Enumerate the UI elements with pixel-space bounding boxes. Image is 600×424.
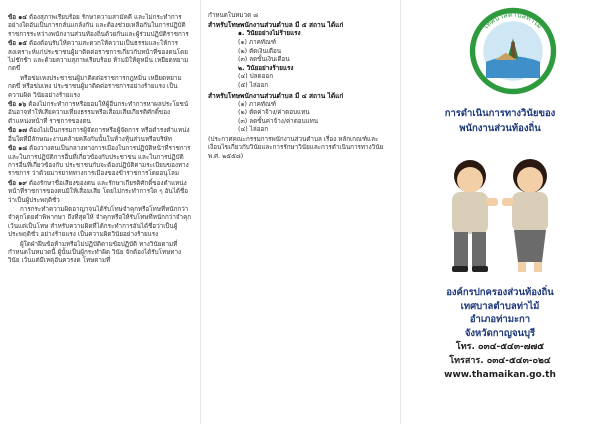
penalty-item: (๑) ภาคทัณฑ์ <box>238 39 277 46</box>
rule-paragraph <box>8 206 192 240</box>
rule-number: ข้อ ๑๘ <box>8 145 28 153</box>
penalty-item: ๑. วินัยอย่างไม่ร้ายแรง <box>238 30 301 38</box>
org-line-4: จังหวัดกาญจนบุรี <box>464 327 536 339</box>
title-line-1: การดำเนินการทางวินัยของ <box>444 108 556 119</box>
rule-number: ข้อ ๑๙ <box>8 179 27 187</box>
municipality-logo <box>468 6 558 96</box>
penalty-item: (๓) ลดขั้นค่าจ้าง/ค่าตอบแทน <box>238 117 319 125</box>
rule-paragraph <box>8 101 192 126</box>
source-note: (ประกาศคณะกรรมการพนักงานส่วนตำบล เรื่อง หลักเกณฑ์และเงื่อนไขเกี่ยวกับวินัยและการรักษาวินัยและการดำเนินการทางวินัย พ.ศ. ๒๕๕๘) <box>208 135 384 160</box>
org-line-3: อำเภอท่ามะกา <box>469 314 531 325</box>
penalty-item: (๒) ตัดเงินเดือน <box>238 47 282 55</box>
rule-text: ต้องไม่กระทำการหรือยอมให้ผู้อื่นกระทำการหาผลประโยชน์อันอาจทำให้เสียความเที่ยงธรรมหรือเสื่อมเสียเกียรติศักดิ์ของตำแหน่งหน้าที่ ราชการของตน <box>8 101 189 125</box>
rule-text: ต้องต้อนรับให้ความสะดวกให้ความเป็นธรรมและให้การสงเคราะห์แก่ประชาชนผู้มาติดต่อราชการเกี่ยวกับหน้าที่ของตนโดยไม่ชักช้า และด้วยความสุภาพเรียบร้อย ห้ามมิให้ดูหมิ่น เหยียดหยาม กดขี่ <box>8 40 189 73</box>
title-line-2: พนักงานส่วนท้องถิ่น <box>459 123 541 134</box>
brochure-title <box>400 106 600 136</box>
penalty-item: (๓) ลดขั้นเงินเดือน <box>238 56 290 64</box>
officials-illustration <box>430 150 570 278</box>
website-link[interactable]: www.thamaikan.go.th <box>444 370 556 380</box>
penalty-item: (๒) ตัดค่าจ้าง/ค่าตอบแทน <box>238 109 310 117</box>
fax-number: โทรสาร. ๐๓๔-๕๔๓-๐๒๔ <box>449 356 551 366</box>
penalty-item: (๕) ไล่ออก <box>238 81 269 89</box>
group2-title: สำหรับโทษพนักงานส่วนตำบล มี ๔ สถาน ได้แก่ <box>208 91 344 100</box>
group1-title: สำหรับโทษพนักงานส่วนตำบล มี ๕ สถาน ได้แก่ <box>208 21 344 30</box>
rule-text: ผู้ใดฝ่าฝืนข้อห้ามหรือไม่ปฏิบัติตามข้อปฏิบัติ ทางวินัยตามที่กำหนดในหมวดนี้ ผู้นั้นเป็นผู้กระทำผิด วินัย จักต้องได้รับโทษทางวินัย เว้นแต่มีเหตุอันควรงด โทษตามที่ <box>8 240 182 265</box>
rule-text: ต้องรักษาชื่อเสียงของตน และรักษาเกียรติศักดิ์ของตำแหน่งหน้าที่ราชการของตนมิให้เสื่อมเสีย โดยไม่กระทำการใด ๆ อันได้ชื่อว่าเป็นผู้ประพฤติชั่ว <box>8 179 189 204</box>
rule-text: การกระทำความผิดอาญาจนได้รับโทษจำคุกหรือโทษที่หนักกว่าจำคุกโดยคำพิพากษา ถึงที่สุดให้ จำคุกหรือให้รับโทษที่หนักกว่าจำคุกเว้นแต่เป็นโทษ สำหรับความผิดที่ได้กระทำการอันได้ชื่อว่าเป็นผู้ ประพฤติชั่ว อย่างร้ายแรง เป็นความผิดวินัยอย่างร้ายแรง <box>8 205 192 239</box>
org-line-2: เทศบาลตำบลท่าไม้ <box>460 300 540 312</box>
penalties-column <box>200 0 400 424</box>
rule-number: ข้อ ๑๖ <box>8 101 27 109</box>
rule-paragraph <box>8 40 192 74</box>
rule-paragraph <box>8 127 192 144</box>
rule-number: ข้อ ๑๗ <box>8 127 28 135</box>
rule-paragraph <box>8 180 192 205</box>
rule-paragraph <box>8 145 192 179</box>
penalty-item: ๒. วินัยอย่างร้ายแรง <box>238 64 294 72</box>
rule-text: ต้องวางตนเป็นกลางทางการเมืองในการปฏิบัติหน้าที่ราชการ และในการปฏิบัติการอื่นที่เกี่ยวข้องกับประชาชน และในการปฏิบัติการอื่นที่เกี่ยวข้องกับ ประชาชนกับจะต้องปฏิบัติตามระเบียบของทางราชการ ว่าด้วยมารยาททางการเมืองของข้าราชการโดยอนุโลม <box>8 145 191 178</box>
penalty-item: (๑) ภาคทัณฑ์ <box>238 100 277 108</box>
rule-paragraph <box>8 241 192 266</box>
intro-text: กำหนดในหมวด ๘ <box>208 12 259 19</box>
rules-column <box>0 0 200 424</box>
rule-paragraph <box>8 14 192 39</box>
rule-number: ข้อ ๑๕ <box>8 40 28 48</box>
organization-block <box>400 286 600 382</box>
phone-number: โทร. ๐๓๔-๕๔๓-๗๗๕ <box>455 342 545 352</box>
rule-text: ต้องสุภาพเรียบร้อย รักษาความสามัคคี และไม่กระทำการอย่างใดอันเป็นการกลั่นแกล้งกัน และต้องช่วยเหลือกันในการปฏิบัติราชการระหว่างพนักงานส่วนท้องถิ่นด้วยกันและผู้ร่วมปฏิบัติราชการ <box>8 14 189 38</box>
logo-text: เทศบาลตำบลท่าไม้ <box>481 9 545 31</box>
rule-paragraph <box>8 75 192 100</box>
rule-number: ข้อ ๑๔ <box>8 14 28 21</box>
penalty-item: (๔) ไล่ออก <box>238 126 269 134</box>
rule-text: ต้องไม่เป็นกรรมการผู้จัดการหรือผู้จัดการ หรือดำรงตำแหน่งอื่นใดที่มีลักษณะงานคล้ายคลึงกันนั้นในห้างหุ้นส่วนหรือบริษัท <box>8 127 190 143</box>
penalty-item: (๔) ปลดออก <box>238 73 274 81</box>
rule-text: หรือข่มเหงประชาชนผู้มาติดต่อราชการกฎหมิ่น เหยียดหยาม กดขี่ หรือข่มเหง ประชาชนผู้มาติดต่อราชการอย่างร้ายแรง เป็นความผิด วินัยอย่างร้ายแรง <box>8 74 182 99</box>
org-line-1: องค์กรปกครองส่วนท้องถิ่น <box>446 287 554 298</box>
